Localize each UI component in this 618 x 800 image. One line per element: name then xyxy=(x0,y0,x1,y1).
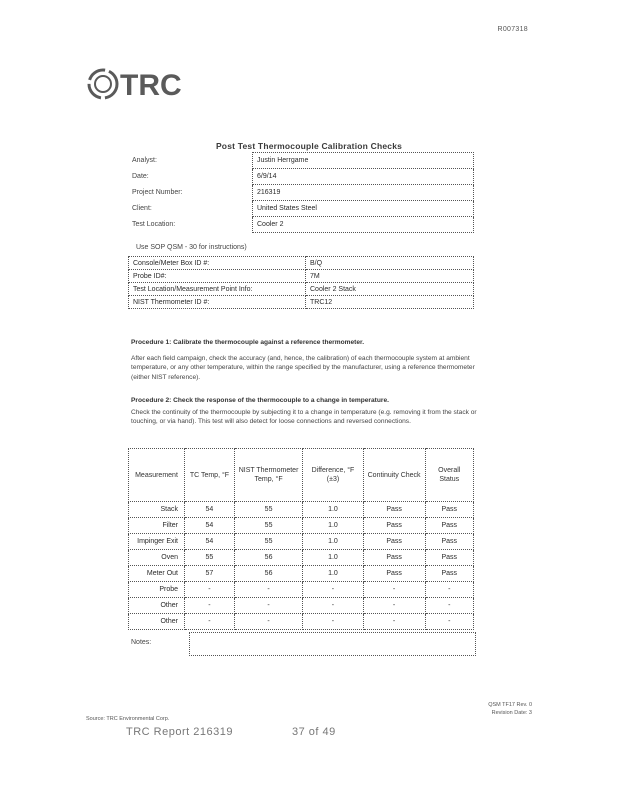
table-cell: 55 xyxy=(234,502,302,518)
table-cell: Other xyxy=(129,614,185,630)
table-cell: Pass xyxy=(425,502,473,518)
info-value: United States Steel xyxy=(253,201,474,217)
sop-key: Console/Meter Box ID #: xyxy=(129,257,306,270)
table-row xyxy=(129,550,474,566)
notes-field xyxy=(189,632,476,656)
sop-heading: Use SOP QSM - 30 for instructions) xyxy=(136,244,247,251)
sop-key: Test Location/Measurement Point Info: xyxy=(129,283,306,296)
procedure-2-body: Check the continuity of the thermocouple by subjecting it to a change in temperature (e.g. removing it from the stack or touching, or via hand). This test will also detect for loose connections and reversed connections. xyxy=(131,409,477,426)
footer-revision xyxy=(488,702,532,717)
sop-value: B/Q xyxy=(306,257,474,270)
table-cell: 55 xyxy=(234,534,302,550)
table-cell: 1.0 xyxy=(303,550,363,566)
table-cell: 1.0 xyxy=(303,566,363,582)
info-row xyxy=(128,153,474,169)
table-cell: - xyxy=(363,614,425,630)
table-cell: - xyxy=(234,614,302,630)
table-cell: - xyxy=(185,582,235,598)
table-cell: Pass xyxy=(363,502,425,518)
info-row xyxy=(128,185,474,201)
footer-form-id: QSM TF17 Rev. 0 xyxy=(488,702,532,708)
table-cell: Pass xyxy=(425,550,473,566)
table-cell: - xyxy=(234,598,302,614)
logo-text: TRC xyxy=(120,69,182,102)
info-value: Cooler 2 xyxy=(253,217,474,233)
table-cell: Pass xyxy=(363,534,425,550)
table-cell: 1.0 xyxy=(303,534,363,550)
sop-value: Cooler 2 Stack xyxy=(306,283,474,296)
info-value: 6/9/14 xyxy=(253,169,474,185)
column-header: TC Temp, °F xyxy=(185,449,235,502)
table-cell: 55 xyxy=(234,518,302,534)
table-cell: Meter Out xyxy=(129,566,185,582)
column-header: Difference, °F (±3) xyxy=(303,449,363,502)
table-row xyxy=(129,518,474,534)
sop-value: TRC12 xyxy=(306,296,474,309)
measurement-header-row xyxy=(129,449,474,502)
table-cell: - xyxy=(303,582,363,598)
info-label: Date: xyxy=(132,173,149,180)
footer-source: Source: TRC Environmental Corp. xyxy=(86,716,170,722)
sop-key: NIST Thermometer ID #: xyxy=(129,296,306,309)
table-row xyxy=(129,598,474,614)
info-value: Justin Herrgame xyxy=(253,153,474,169)
column-header: Overall Status xyxy=(425,449,473,502)
procedure-2 xyxy=(131,396,483,427)
table-cell: 1.0 xyxy=(303,502,363,518)
sop-key: Probe ID#: xyxy=(129,270,306,283)
table-cell: 55 xyxy=(185,550,235,566)
table-row xyxy=(129,534,474,550)
footer-revision-date: Revision Date: 3 xyxy=(491,709,532,716)
table-cell: - xyxy=(425,582,473,598)
info-label: Test Location: xyxy=(132,221,176,228)
trc-logo-mark xyxy=(86,64,196,104)
table-cell: - xyxy=(425,614,473,630)
table-cell: Pass xyxy=(363,566,425,582)
table-cell: Filter xyxy=(129,518,185,534)
table-row xyxy=(129,566,474,582)
sop-value: 7M xyxy=(306,270,474,283)
table-cell: Other xyxy=(129,598,185,614)
table-cell: - xyxy=(303,614,363,630)
info-label: Client: xyxy=(132,205,152,212)
table-cell: - xyxy=(185,614,235,630)
column-header: NIST Thermometer Temp, °F xyxy=(234,449,302,502)
sop-row xyxy=(129,283,474,296)
table-cell: 1.0 xyxy=(303,518,363,534)
table-cell: Stack xyxy=(129,502,185,518)
table-cell: - xyxy=(234,582,302,598)
sop-table xyxy=(128,256,474,309)
table-cell: - xyxy=(363,598,425,614)
info-value: 216319 xyxy=(253,185,474,201)
trc-logo xyxy=(86,64,196,104)
table-cell: Oven xyxy=(129,550,185,566)
procedure-2-title: Procedure 2: Check the response of the thermocouple to a change in temperature. xyxy=(131,397,389,404)
table-cell: 54 xyxy=(185,502,235,518)
measurement-table xyxy=(128,448,474,630)
info-row xyxy=(128,169,474,185)
table-cell: 56 xyxy=(234,550,302,566)
table-cell: 54 xyxy=(185,534,235,550)
table-cell: - xyxy=(425,598,473,614)
sop-row xyxy=(129,296,474,309)
table-row xyxy=(129,502,474,518)
table-cell: Pass xyxy=(363,550,425,566)
info-label: Analyst: xyxy=(132,157,157,164)
table-cell: Probe xyxy=(129,582,185,598)
table-cell: - xyxy=(363,582,425,598)
table-cell: Impinger Exit xyxy=(129,534,185,550)
page-title: Post Test Thermocouple Calibration Checks xyxy=(215,141,403,151)
table-cell: Pass xyxy=(425,534,473,550)
sop-row xyxy=(129,257,474,270)
procedure-1-title: Procedure 1: Calibrate the thermocouple against a reference thermometer. xyxy=(131,339,365,346)
info-row xyxy=(128,201,474,217)
table-cell: Pass xyxy=(425,518,473,534)
footer-report-number: TRC Report 216319 xyxy=(126,726,233,738)
footer-page-number: 37 of 49 xyxy=(292,726,336,738)
column-header: Continuity Check xyxy=(363,449,425,502)
table-cell: Pass xyxy=(363,518,425,534)
table-cell: 56 xyxy=(234,566,302,582)
column-header: Measurement xyxy=(129,449,185,502)
info-label: Project Number: xyxy=(132,189,183,196)
table-row xyxy=(129,582,474,598)
table-cell: 54 xyxy=(185,518,235,534)
table-cell: - xyxy=(303,598,363,614)
table-cell: - xyxy=(185,598,235,614)
info-row xyxy=(128,217,474,233)
table-cell: 57 xyxy=(185,566,235,582)
table-cell: Pass xyxy=(425,566,473,582)
document-id: R007318 xyxy=(497,26,528,33)
info-table xyxy=(128,152,474,233)
procedure-1-body: After each field campaign, check the accuracy (and, hence, the calibration) of each thermocouple system at ambient temperature, or any other temperature, within the range specified by the manufacturer, using a reference thermometer (either NIST reference). xyxy=(131,355,475,381)
procedure-1 xyxy=(131,338,483,382)
notes-label: Notes: xyxy=(131,639,152,646)
sop-row xyxy=(129,270,474,283)
table-row xyxy=(129,614,474,630)
